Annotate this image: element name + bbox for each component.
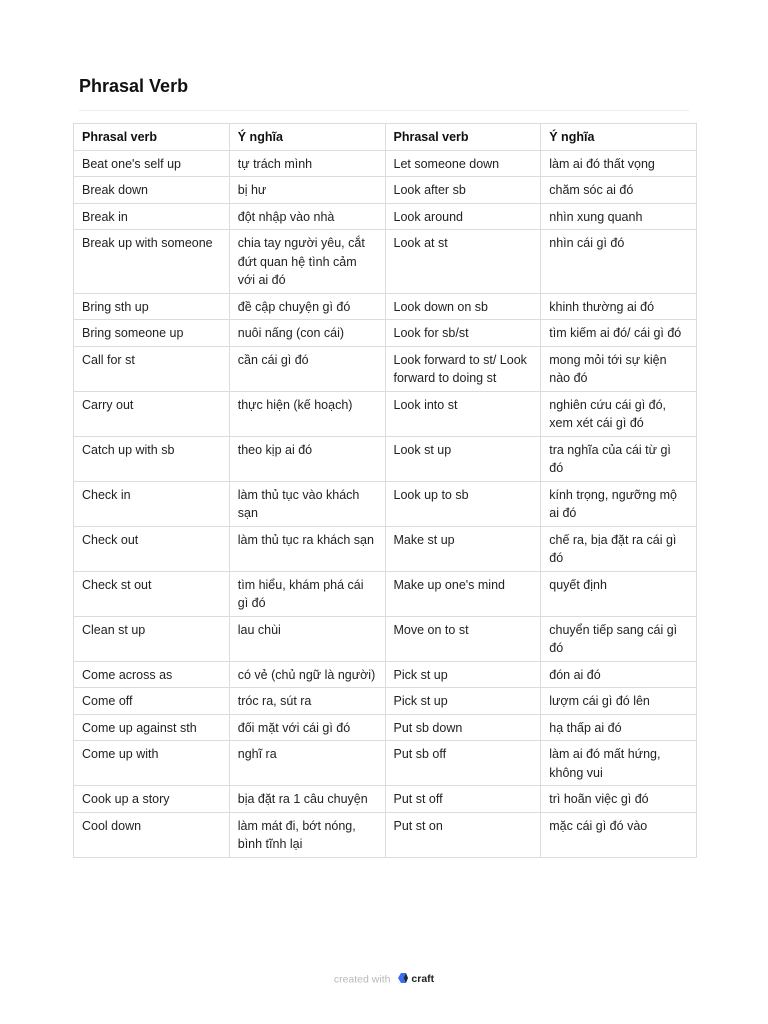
cell-phrasal-verb-1: Call for st xyxy=(74,346,230,391)
cell-meaning-1: bịa đặt ra 1 câu chuyện xyxy=(229,786,385,813)
cell-meaning-1: tìm hiểu, khám phá cái gì đó xyxy=(229,571,385,616)
footer-brand: craft xyxy=(411,973,435,986)
cell-phrasal-verb-1: Check in xyxy=(74,481,230,526)
cell-phrasal-verb-1: Come up against sth xyxy=(74,714,230,741)
cell-meaning-1: đề cập chuyện gì đó xyxy=(229,293,385,320)
cell-phrasal-verb-2: Look for sb/st xyxy=(385,320,541,347)
table-row xyxy=(74,346,697,391)
header-meaning-2: Ý nghĩa xyxy=(541,124,697,151)
cell-phrasal-verb-1: Clean st up xyxy=(74,616,230,661)
table-row xyxy=(74,230,697,294)
cell-meaning-2: nhìn cái gì đó xyxy=(541,230,697,294)
cell-meaning-1: làm mát đi, bớt nóng, bình tĩnh lại xyxy=(229,812,385,857)
cell-phrasal-verb-2: Make st up xyxy=(385,526,541,571)
page-title: Phrasal Verb xyxy=(79,76,189,96)
cell-meaning-1: thực hiện (kế hoạch) xyxy=(229,391,385,436)
cell-meaning-1: cần cái gì đó xyxy=(229,346,385,391)
cell-meaning-2: nhìn xung quanh xyxy=(541,203,697,230)
table-row xyxy=(74,526,697,571)
header-phrasal-verb-2: Phrasal verb xyxy=(385,124,541,151)
cell-phrasal-verb-1: Come up with xyxy=(74,741,230,786)
cell-phrasal-verb-1: Break up with someone xyxy=(74,230,230,294)
cell-phrasal-verb-1: Carry out xyxy=(74,391,230,436)
cell-phrasal-verb-1: Bring sth up xyxy=(74,293,230,320)
header-phrasal-verb-1: Phrasal verb xyxy=(74,124,230,151)
cell-phrasal-verb-1: Catch up with sb xyxy=(74,436,230,481)
cell-phrasal-verb-2: Look down on sb xyxy=(385,293,541,320)
cell-meaning-2: chuyển tiếp sang cái gì đó xyxy=(541,616,697,661)
cell-phrasal-verb-2: Look around xyxy=(385,203,541,230)
table-row xyxy=(74,150,697,177)
table-row xyxy=(74,481,697,526)
table-row xyxy=(74,293,697,320)
table-row xyxy=(74,812,697,857)
table-row xyxy=(74,688,697,715)
table-row xyxy=(74,177,697,204)
craft-logo-icon xyxy=(397,972,408,987)
cell-phrasal-verb-2: Put sb down xyxy=(385,714,541,741)
table-row xyxy=(74,741,697,786)
table-row xyxy=(74,571,697,616)
cell-meaning-2: mặc cái gì đó vào xyxy=(541,812,697,857)
table-row xyxy=(74,661,697,688)
cell-phrasal-verb-2: Look forward to st/ Look forward to doing st xyxy=(385,346,541,391)
cell-meaning-1: có vẻ (chủ ngữ là người) xyxy=(229,661,385,688)
cell-phrasal-verb-2: Look at st xyxy=(385,230,541,294)
cell-phrasal-verb-1: Come across as xyxy=(74,661,230,688)
cell-meaning-2: trì hoãn việc gì đó xyxy=(541,786,697,813)
cell-phrasal-verb-2: Put st off xyxy=(385,786,541,813)
cell-phrasal-verb-2: Pick st up xyxy=(385,661,541,688)
table-row xyxy=(74,616,697,661)
cell-meaning-1: nghĩ ra xyxy=(229,741,385,786)
cell-phrasal-verb-1: Cook up a story xyxy=(74,786,230,813)
cell-phrasal-verb-2: Look up to sb xyxy=(385,481,541,526)
table-row xyxy=(74,436,697,481)
cell-meaning-2: chế ra, bịa đặt ra cái gì đó xyxy=(541,526,697,571)
cell-phrasal-verb-1: Beat one's self up xyxy=(74,150,230,177)
cell-meaning-1: làm thủ tục ra khách sạn xyxy=(229,526,385,571)
table-header-row xyxy=(74,124,697,151)
cell-meaning-1: lau chùi xyxy=(229,616,385,661)
footer-text: created with xyxy=(333,973,391,986)
cell-phrasal-verb-1: Bring someone up xyxy=(74,320,230,347)
cell-meaning-2: hạ thấp ai đó xyxy=(541,714,697,741)
table-row xyxy=(74,786,697,813)
cell-meaning-2: chăm sóc ai đó xyxy=(541,177,697,204)
cell-phrasal-verb-2: Move on to st xyxy=(385,616,541,661)
cell-meaning-2: mong mỏi tới sự kiện nào đó xyxy=(541,346,697,391)
table-row xyxy=(74,203,697,230)
cell-meaning-2: tra nghĩa của cái từ gì đó xyxy=(541,436,697,481)
table-row xyxy=(74,714,697,741)
footer xyxy=(0,972,768,987)
cell-phrasal-verb-1: Break down xyxy=(74,177,230,204)
cell-meaning-2: khinh thường ai đó xyxy=(541,293,697,320)
cell-meaning-1: làm thủ tục vào khách sạn xyxy=(229,481,385,526)
cell-meaning-2: đón ai đó xyxy=(541,661,697,688)
cell-meaning-2: quyết định xyxy=(541,571,697,616)
table-row xyxy=(74,391,697,436)
cell-meaning-2: làm ai đó mất hứng, không vui xyxy=(541,741,697,786)
cell-phrasal-verb-2: Look st up xyxy=(385,436,541,481)
cell-meaning-1: nuôi nấng (con cái) xyxy=(229,320,385,347)
cell-meaning-2: kính trọng, ngưỡng mộ ai đó xyxy=(541,481,697,526)
cell-meaning-1: đột nhập vào nhà xyxy=(229,203,385,230)
cell-meaning-2: nghiên cứu cái gì đó, xem xét cái gì đó xyxy=(541,391,697,436)
cell-phrasal-verb-1: Come off xyxy=(74,688,230,715)
cell-meaning-2: làm ai đó thất vọng xyxy=(541,150,697,177)
cell-meaning-1: theo kịp ai đó xyxy=(229,436,385,481)
table-row xyxy=(74,320,697,347)
cell-phrasal-verb-1: Cool down xyxy=(74,812,230,857)
cell-meaning-2: lượm cái gì đó lên xyxy=(541,688,697,715)
cell-phrasal-verb-2: Look after sb xyxy=(385,177,541,204)
cell-phrasal-verb-2: Let someone down xyxy=(385,150,541,177)
title-divider xyxy=(79,110,689,111)
header-meaning-1: Ý nghĩa xyxy=(229,124,385,151)
cell-phrasal-verb-2: Look into st xyxy=(385,391,541,436)
cell-meaning-1: bị hư xyxy=(229,177,385,204)
cell-meaning-1: tự trách mình xyxy=(229,150,385,177)
table-body xyxy=(74,150,697,857)
cell-meaning-1: chia tay người yêu, cắt đứt quan hệ tình cảm với ai đó xyxy=(229,230,385,294)
cell-meaning-2: tìm kiếm ai đó/ cái gì đó xyxy=(541,320,697,347)
cell-phrasal-verb-1: Break in xyxy=(74,203,230,230)
cell-phrasal-verb-1: Check st out xyxy=(74,571,230,616)
cell-phrasal-verb-2: Pick st up xyxy=(385,688,541,715)
cell-meaning-1: tróc ra, sút ra xyxy=(229,688,385,715)
cell-phrasal-verb-2: Make up one's mind xyxy=(385,571,541,616)
cell-phrasal-verb-1: Check out xyxy=(74,526,230,571)
cell-phrasal-verb-2: Put sb off xyxy=(385,741,541,786)
cell-phrasal-verb-2: Put st on xyxy=(385,812,541,857)
phrasal-verb-table xyxy=(73,123,697,858)
cell-meaning-1: đối mặt với cái gì đó xyxy=(229,714,385,741)
